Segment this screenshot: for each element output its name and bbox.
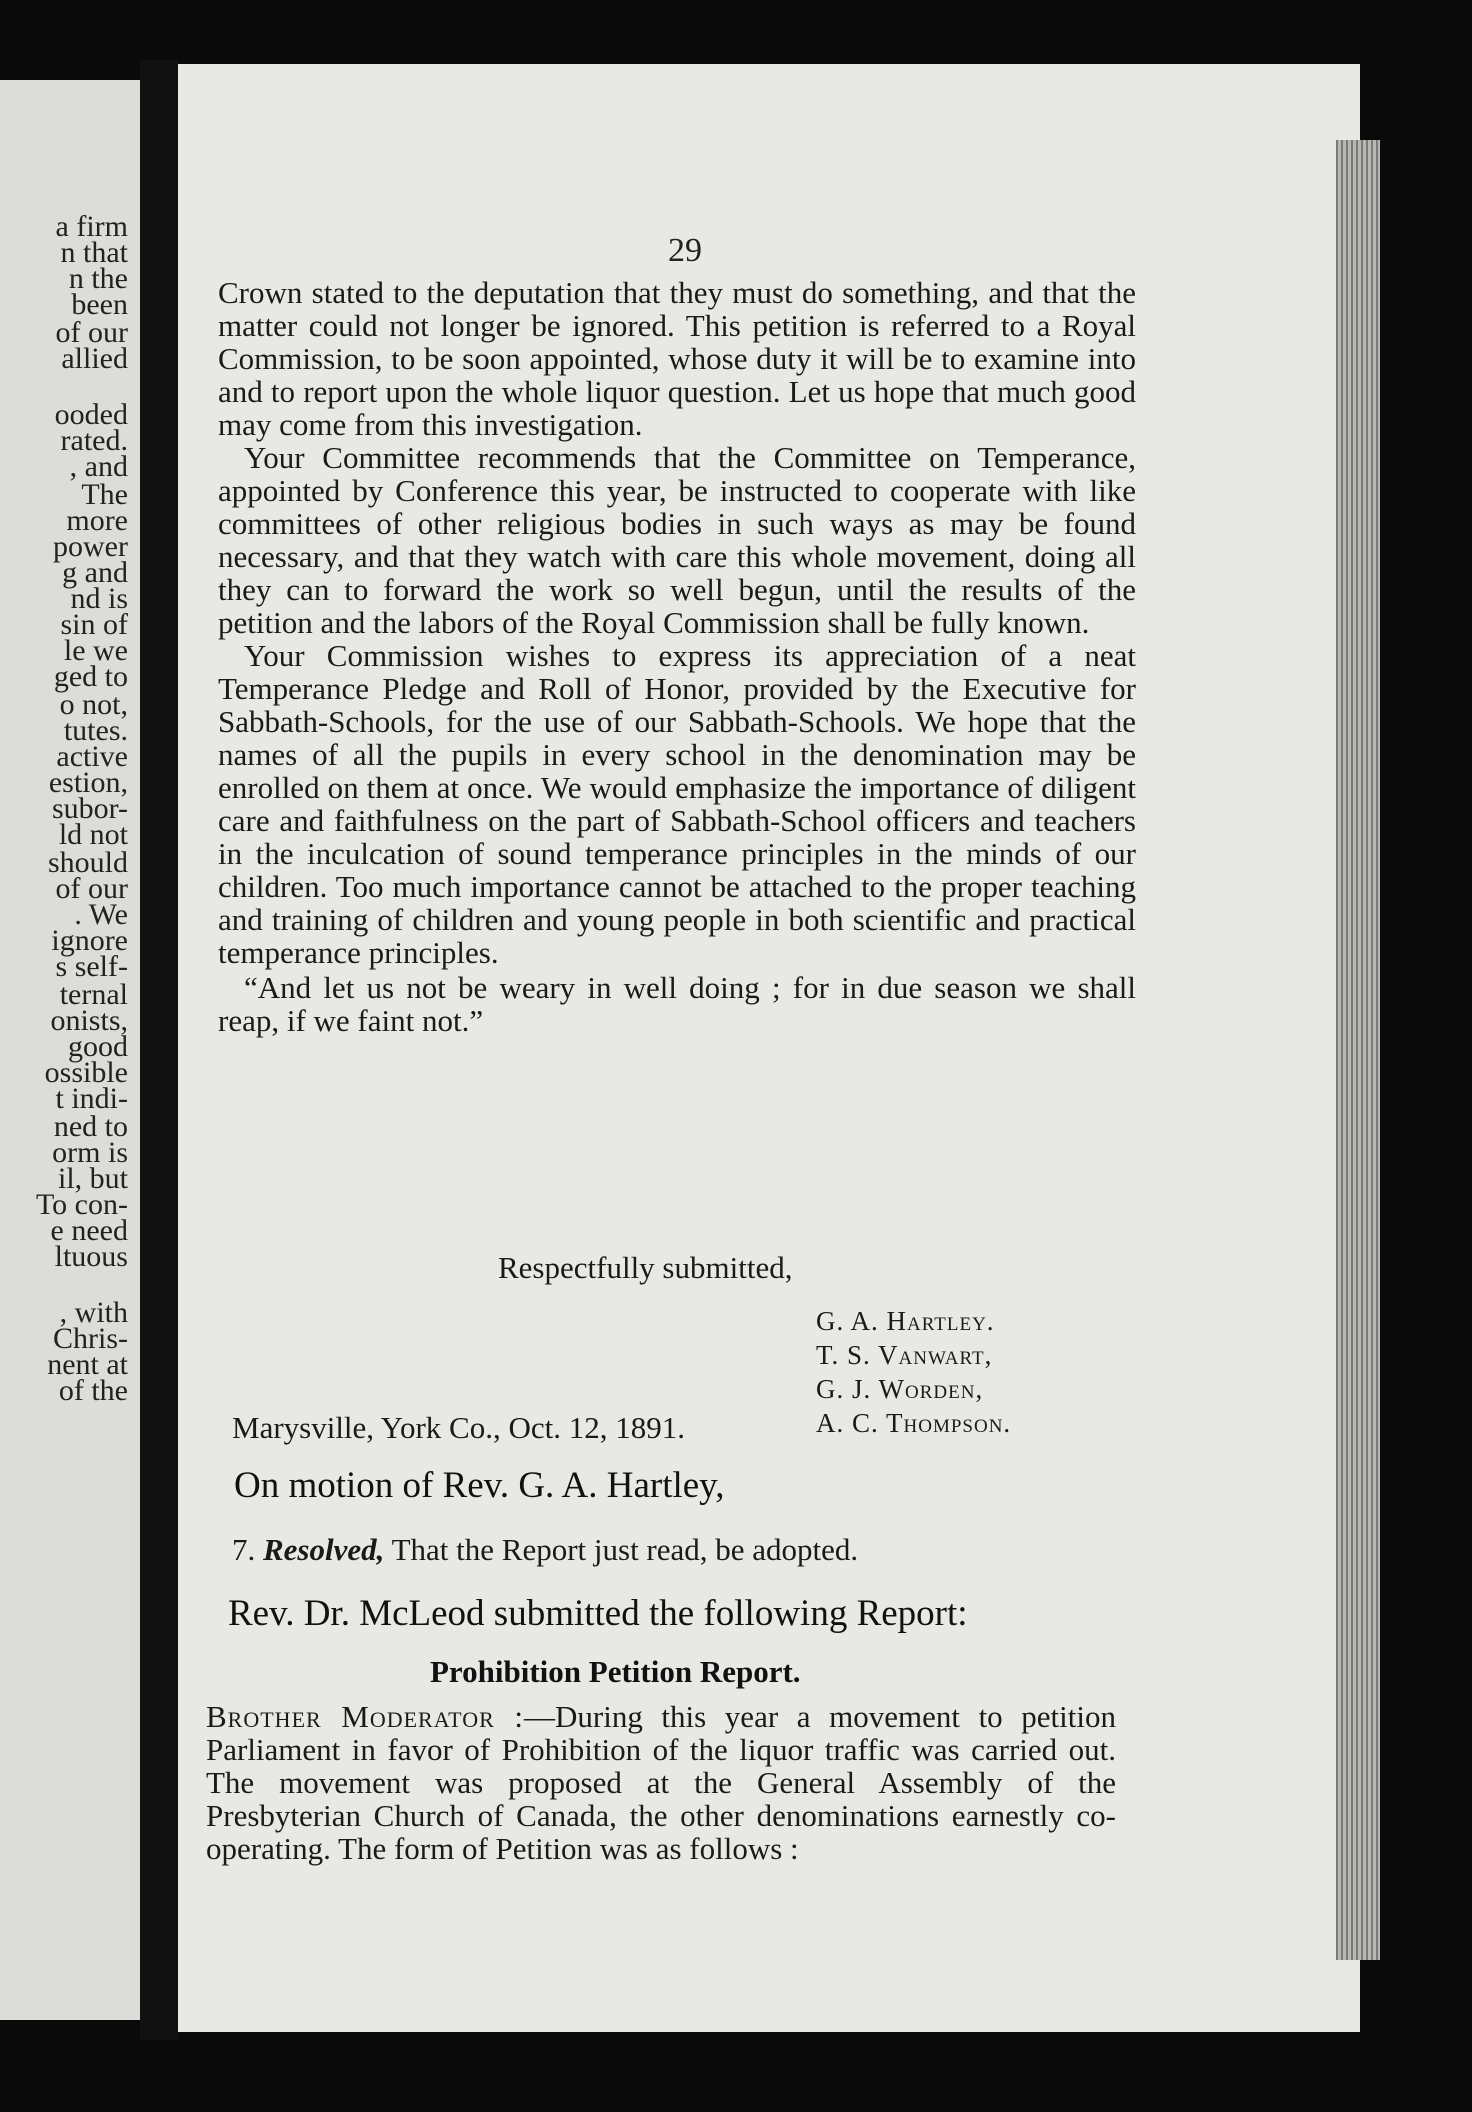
paragraph: Your Committee recommends that the Committee on Temperance, appointed by Conference this year, be instructed to cooperate with like committees of other religious bodies in such ways as may be found necessary, and that they watch with care this whole movement, doing all they can to forward the work so well begun, until the results of the petition and the labors of the Royal Commission shall be fully known. [218,440,1136,640]
left-page-fragment-line: good [68,1030,128,1063]
left-page-fragment-line: ld not [58,818,128,851]
resolution-number: 7. [232,1532,256,1567]
paragraph: Your Commission wishes to express its appreciation of a neat Temperance Pledge and Roll of Honor, provided by the Executive for Sabbath-Schools, for the use of our Sabbath-Schools. We hope that the names of all the pupils in every school in the denomination may be enrolled on them at once. We would emphasize the importance of diligent care and faithfulness on the part of Sabbath-School officers and teachers in the inculcation of sound temperance principles in the minds of our children. Too much importance cannot be attached to the proper teaching and training of children and young people in both scientific and practical temperance principles. [218,638,1136,970]
left-page-fragment-line: n that [60,236,128,269]
section-heading: Prohibition Petition Report. [430,1654,801,1689]
left-page-fragment [0,80,140,2020]
submitted-line: Rev. Dr. McLeod submitted the following Report: [228,1593,968,1634]
signoff: Respectfully submitted, [498,1250,793,1285]
left-page-fragment-line: Chris- [53,1322,128,1355]
left-page-fragment-line: a firm [55,210,128,243]
left-page-fragment-line: ltuous [54,1240,128,1273]
left-page-fragment-line: ged to [53,660,128,693]
left-page-fragment-line: rated. [60,424,128,457]
left-page-fragment-line: estion, [48,766,128,799]
left-page-fragment-line: tutes. [63,714,128,747]
resolution-keyword: Resolved, [263,1532,385,1567]
signer: G. J. Worden, [816,1374,984,1404]
left-page-fragment-line: of our [55,316,128,349]
left-page-fragment-line: active [56,740,128,773]
scripture-quote: “And let us not be weary in well doing ; for in due season we shall reap, if we faint not.” [218,970,1136,1038]
page-edge [1336,140,1380,1960]
left-page-fragment-line: s self- [55,950,128,983]
left-page-fragment-line: should [47,846,128,879]
book-gutter [140,60,178,2040]
left-page-fragment-line: nent at [47,1348,128,1381]
page [178,64,1360,2032]
left-page-fragment-line: g and [62,556,128,589]
left-page-fragment-line: been [71,288,128,321]
left-page-fragment-line: le we [63,634,128,667]
left-page-fragment-line: onists, [50,1004,128,1037]
left-page-fragment-line: power [53,530,128,563]
signer: A. C. Thompson. [816,1408,1012,1438]
left-page-fragment-line: il, but [57,1162,128,1195]
resolution [232,1532,858,1568]
left-page-fragment-line: ignore [51,924,128,957]
signers-list [816,1304,1011,1440]
left-page-fragment-line: orm is [52,1136,128,1169]
left-page-fragment-line: ossible [44,1056,128,1089]
petition-paragraph [206,1700,1116,1865]
left-page-fragment-line: subor- [51,792,128,825]
signer: G. A. Hartley. [816,1306,995,1336]
left-page-fragment-line: The [81,478,128,511]
left-page-fragment-line: of our [55,872,128,905]
left-page-fragment-line: nd is [70,582,128,615]
left-page-fragment-line: n the [68,262,128,295]
petition-text: —During this year a movement to petition Parliament in favor of Prohibition of the liquor traffic was carried out. The movement was proposed at the General Assembly of the Presbyterian Church of Canada, the other denominations earnestly co-operating. The form of Petition was as follows : [206,1699,1116,1866]
left-page-fragment-line: ternal [59,978,128,1011]
left-page-fragment-line: of the [58,1374,128,1407]
resolution-text: That the Report just read, be adopted. [391,1532,859,1567]
left-page-fragment-line: ned to [53,1110,128,1143]
page-number: 29 [668,232,702,269]
left-page-fragment-line: ooded [54,398,128,431]
left-page-fragment-line: . We [74,898,128,931]
body-text [218,276,1136,1037]
left-page-fragment-line: , with [59,1296,128,1329]
left-page-fragment-line: t indi- [55,1082,128,1115]
left-page-fragment-line: e need [50,1214,128,1247]
salutation: Brother Moderator : [206,1699,524,1734]
signer: T. S. Vanwart, [816,1340,993,1370]
left-page-fragment-line: To con- [35,1188,128,1221]
left-page-fragment-line: , and [69,450,128,483]
dateline: Marysville, York Co., Oct. 12, 1891. [232,1410,685,1445]
paragraph: Crown stated to the deputation that they must do something, and that the matter could not longer be ignored. This petition is referred to a Royal Commission, to be soon appointed, whose duty it will be to examine into and to report upon the whole liquor question. Let us hope that much good may come from this investigation. [218,275,1136,442]
left-page-fragment-line: allied [61,342,128,375]
left-page-fragment-line: sin of [60,608,128,641]
left-page-fragment-line: o not, [59,688,128,721]
motion-line: On motion of Rev. G. A. Hartley, [234,1465,725,1506]
left-page-fragment-line: more [66,504,128,537]
